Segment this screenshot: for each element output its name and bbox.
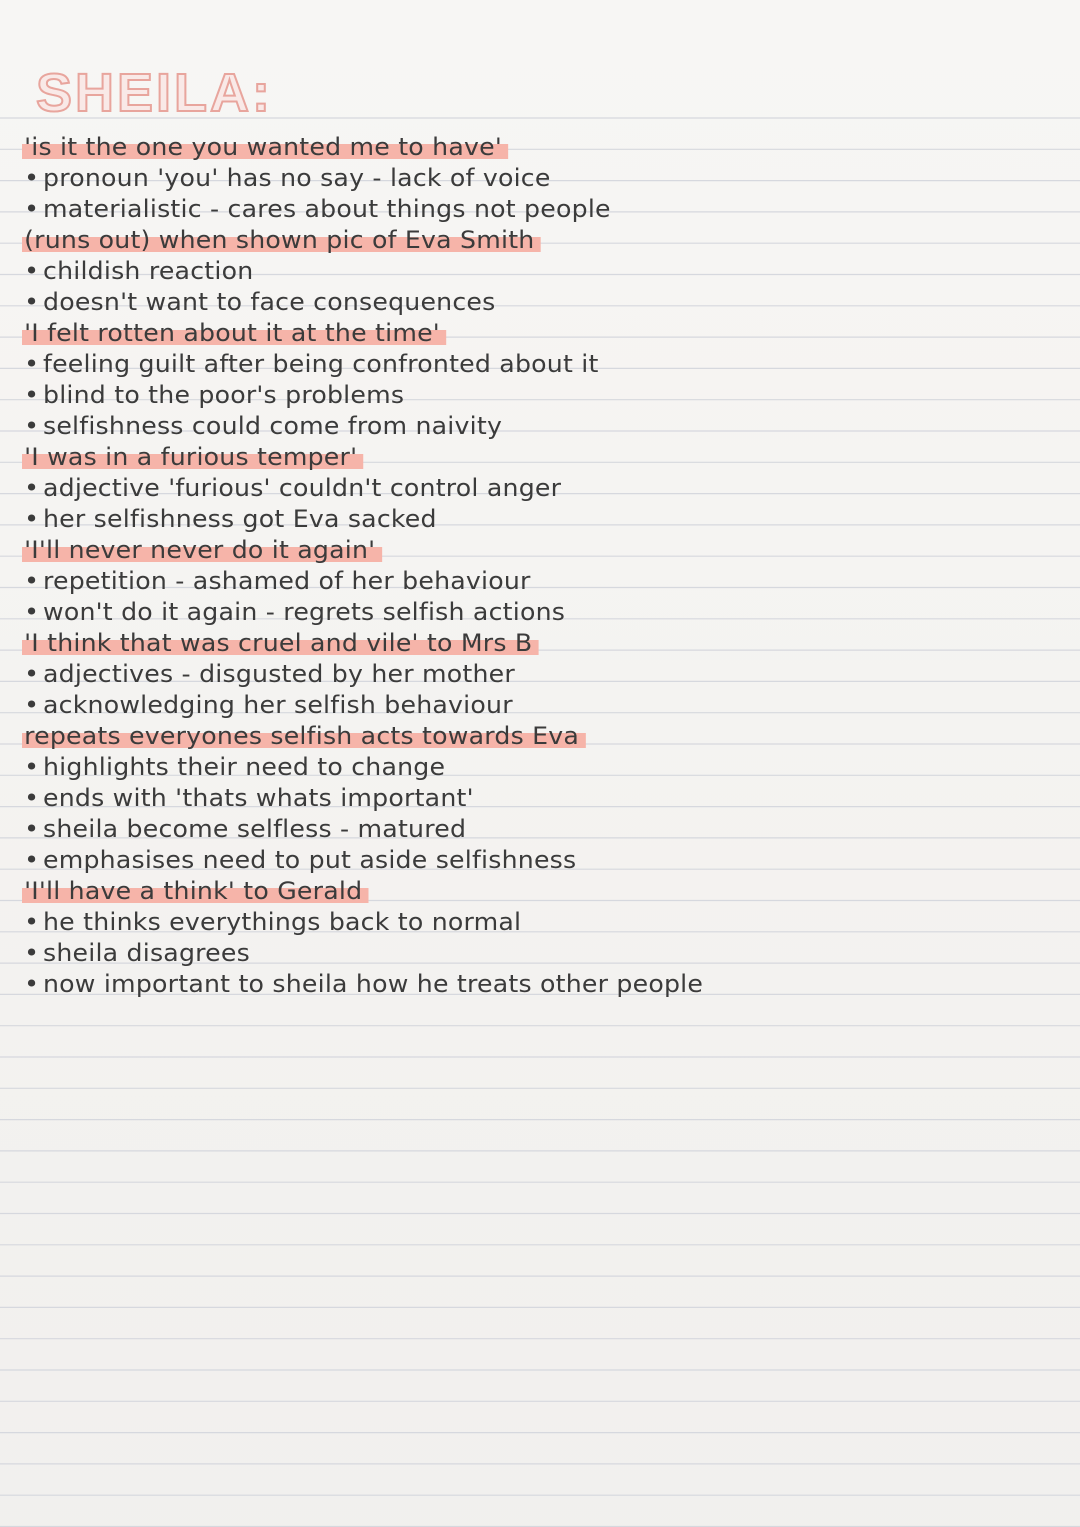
bullet-point: [22, 969, 1080, 1000]
quote-line: [22, 318, 1080, 349]
bullet-point: [22, 380, 1080, 411]
bullet-icon: •: [24, 753, 40, 781]
quote-text: 'I think that was cruel and vile' to Mrs B: [22, 629, 539, 657]
bullet-point: [22, 473, 1080, 504]
bullet-point: [22, 287, 1080, 318]
bullet-icon: •: [24, 939, 40, 967]
bullet-text: emphasises need to put aside selfishness: [43, 846, 577, 874]
bullet-point: [22, 814, 1080, 845]
bullet-icon: •: [24, 350, 40, 378]
bullet-text: feeling guilt after being confronted about it: [43, 350, 599, 378]
quote-line: [22, 721, 1080, 752]
bullet-icon: •: [24, 257, 40, 285]
bullet-point: [22, 566, 1080, 597]
bullet-point: [22, 752, 1080, 783]
bullet-text: won't do it again - regrets selfish actions: [43, 598, 566, 626]
bullet-icon: •: [24, 598, 40, 626]
bullet-point: [22, 907, 1080, 938]
bullet-point: [22, 194, 1080, 225]
bullet-point: [22, 938, 1080, 969]
bullet-point: [22, 845, 1080, 876]
quote-line: [22, 876, 1080, 907]
bullet-text: adjectives - disgusted by her mother: [43, 660, 515, 688]
bullet-icon: •: [24, 691, 40, 719]
quote-text: (runs out) when shown pic of Eva Smith: [22, 226, 541, 254]
bullet-text: now important to sheila how he treats other people: [43, 970, 704, 998]
quote-text: 'I felt rotten about it at the time': [22, 319, 446, 347]
quote-text: 'I'll have a think' to Gerald: [22, 877, 369, 905]
quote-line: [22, 132, 1080, 163]
bullet-icon: •: [24, 474, 40, 502]
bullet-point: [22, 163, 1080, 194]
bullet-text: her selfishness got Eva sacked: [43, 505, 437, 533]
bullet-text: pronoun 'you' has no say - lack of voice: [43, 164, 551, 192]
bullet-icon: •: [24, 846, 40, 874]
quote-text: repeats everyones selfish acts towards Eva: [22, 722, 585, 750]
quote-line: [22, 225, 1080, 256]
bullet-text: highlights their need to change: [43, 753, 446, 781]
bullet-icon: •: [24, 288, 40, 316]
bullet-text: sheila disagrees: [43, 939, 250, 967]
bullet-icon: •: [24, 164, 40, 192]
bullet-point: [22, 783, 1080, 814]
quote-line: [22, 628, 1080, 659]
quote-text: 'I was in a furious temper': [22, 443, 364, 471]
bullet-icon: •: [24, 381, 40, 409]
bullet-point: [22, 659, 1080, 690]
bullet-text: acknowledging her selfish behaviour: [43, 691, 513, 719]
bullet-icon: •: [24, 505, 40, 533]
bullet-point: [22, 349, 1080, 380]
quote-line: [22, 535, 1080, 566]
quote-line: [22, 442, 1080, 473]
notes-list: [22, 132, 1072, 1000]
bullet-text: ends with 'thats whats important': [43, 784, 474, 812]
bullet-icon: •: [24, 660, 40, 688]
bullet-point: [22, 504, 1080, 535]
bullet-icon: •: [24, 815, 40, 843]
quote-text: 'is it the one you wanted me to have': [22, 133, 508, 161]
bullet-text: childish reaction: [43, 257, 254, 285]
bullet-icon: •: [24, 908, 40, 936]
bullet-point: [22, 256, 1080, 287]
bullet-point: [22, 690, 1080, 721]
bullet-text: doesn't want to face consequences: [43, 288, 496, 316]
bullet-icon: •: [24, 567, 40, 595]
bullet-text: selfishness could come from naivity: [43, 412, 503, 440]
bullet-text: adjective 'furious' couldn't control anger: [43, 474, 562, 502]
bullet-icon: •: [24, 970, 40, 998]
bullet-icon: •: [24, 412, 40, 440]
quote-text: 'I'll never never do it again': [22, 536, 382, 564]
bullet-text: blind to the poor's problems: [43, 381, 405, 409]
bullet-text: repetition - ashamed of her behaviour: [43, 567, 531, 595]
page-title: SHEILA:: [36, 63, 273, 123]
bullet-icon: •: [24, 195, 40, 223]
bullet-text: sheila become selfless - matured: [43, 815, 467, 843]
bullet-point: [22, 411, 1080, 442]
bullet-icon: •: [24, 784, 40, 812]
bullet-text: he thinks everythings back to normal: [43, 908, 522, 936]
bullet-text: materialistic - cares about things not people: [43, 195, 611, 223]
bullet-point: [22, 597, 1080, 628]
